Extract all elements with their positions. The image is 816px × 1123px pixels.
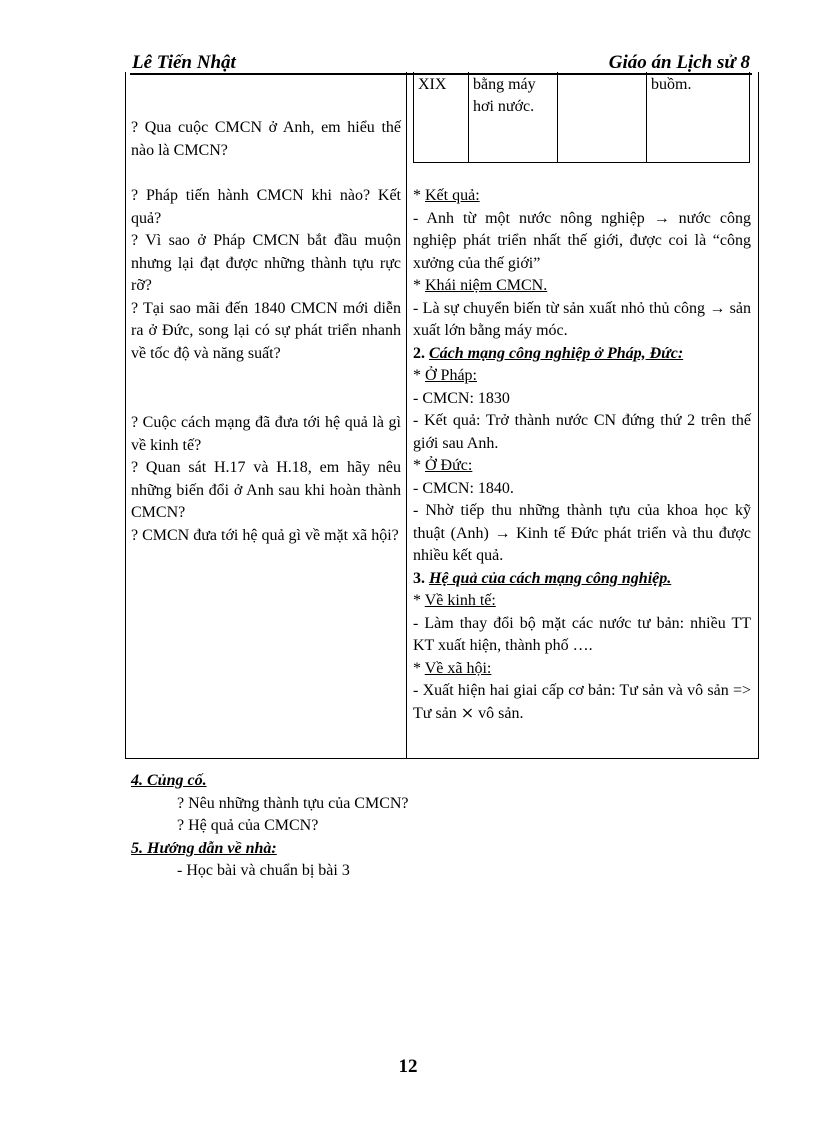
kinh-te-text: - Làm thay đổi bộ mặt các nước tư bản: nhiều TT KT xuất hiện, thành phố …. (413, 614, 751, 654)
teacher-questions-3 (131, 412, 401, 547)
section-3-heading (413, 568, 751, 591)
ket-qua-text: - Anh từ một nước nông nghiệp → nước công nghiệp phát triển nhất thế giới, được coi là “công xưởng của thế giới” (413, 209, 751, 272)
table-cell: buồm. (647, 72, 750, 163)
lesson-content (413, 185, 751, 725)
author-name: Lê Tiến Nhật (132, 52, 236, 73)
huong-dan-item: - Học bài và chuẩn bị bài 3 (177, 862, 350, 879)
bullet: * (413, 457, 425, 474)
page-header (130, 52, 752, 74)
bullet: * (413, 592, 425, 609)
khai-niem-label: Khái niệm CMCN. (425, 277, 548, 294)
ket-qua-heading (413, 185, 751, 208)
question-7: ? CMCN đưa tới hệ quả gì về mặt xã hội? (131, 526, 399, 544)
ket-qua-label: Kết quả: (425, 187, 480, 204)
duc-heading (413, 455, 751, 478)
bullet: * (413, 277, 425, 294)
khai-niem-text: - Là sự chuyển biến từ sản xuất nhỏ thủ công → sản xuất lớn bằng máy móc. (413, 299, 751, 339)
section-title: Cách mạng công nghiệp ở Pháp, Đức: (429, 344, 684, 362)
kinh-te-label: Về kinh tế: (424, 592, 496, 609)
document-subject: Giáo án Lịch sử 8 (608, 52, 750, 73)
bullet: * (413, 367, 425, 384)
xa-hoi-text: - Xuất hiện hai giai cấp cơ bản: Tư sản và vô sản => Tư sản ⨯ vô sản. (413, 682, 751, 722)
teacher-questions (131, 117, 401, 162)
section-number: 2. (413, 344, 429, 362)
bullet: * (413, 659, 425, 677)
duc-item-1: - CMCN: 1840. (413, 479, 514, 497)
column-divider (406, 72, 407, 759)
question-5: ? Cuộc cách mạng đã đưa tới hệ quả là gì về kinh tế? (131, 414, 401, 454)
section-2-heading (413, 343, 751, 366)
phap-item-1: - CMCN: 1830 (413, 389, 510, 407)
xa-hoi-label: Về xã hội: (424, 659, 492, 677)
question-2: ? Pháp tiến hành CMCN khi nào? Kết quả? (131, 187, 401, 227)
phap-item-2: - Kết quả: Trở thành nước CN đứng thứ 2 trên thế giới sau Anh. (413, 412, 751, 452)
table-cell: bằng máy hơi nước. (469, 72, 558, 163)
teacher-questions-2 (131, 185, 401, 365)
question-1: ? Qua cuộc CMCN ở Anh, em hiểu thế nào là CMCN? (131, 119, 401, 159)
kinh-te-heading (413, 590, 751, 613)
section-number: 3. (413, 569, 429, 587)
khai-niem-heading (413, 275, 751, 298)
question-6: ? Quan sát H.17 và H.18, em hãy nêu những biến đổi ở Anh sau khi hoàn thành CMCN? (131, 459, 401, 521)
phap-label: Ở Pháp: (425, 367, 477, 384)
duc-label: Ở Đức: (425, 457, 473, 474)
phap-heading (413, 365, 751, 388)
page-number: 12 (398, 1056, 418, 1077)
duc-item-2: - Nhờ tiếp thu những thành tựu của khoa học kỹ thuật (Anh) → Kinh tế Đức phát triển và thu được nhiều kết quả. (413, 502, 751, 564)
cung-co-question-2: ? Hệ quả của CMCN? (177, 817, 319, 834)
bullet: * (413, 187, 425, 204)
cung-co-question-1: ? Nêu những thành tựu của CMCN? (177, 794, 409, 812)
lesson-wrap-up (131, 770, 409, 883)
question-4: ? Tại sao mãi đến 1840 CMCN mới diễn ra ở Đức, song lại có sự phát triển nhanh về tốc độ và năng suất? (131, 299, 401, 362)
table-cell: XIX (414, 72, 469, 163)
question-3: ? Vì sao ở Pháp CMCN bắt đầu muộn nhưng lại đạt được những thành tựu rực rỡ? (131, 232, 401, 294)
continued-table-fragment (413, 72, 750, 163)
cung-co-heading: 4. Củng cố. (131, 772, 207, 789)
xa-hoi-heading (413, 658, 751, 681)
table-row (414, 72, 750, 163)
huong-dan-heading: 5. Hướng dẫn về nhà: (131, 839, 277, 857)
table-cell (558, 72, 647, 163)
section-title: Hệ quả của cách mạng công nghiệp. (429, 569, 672, 587)
